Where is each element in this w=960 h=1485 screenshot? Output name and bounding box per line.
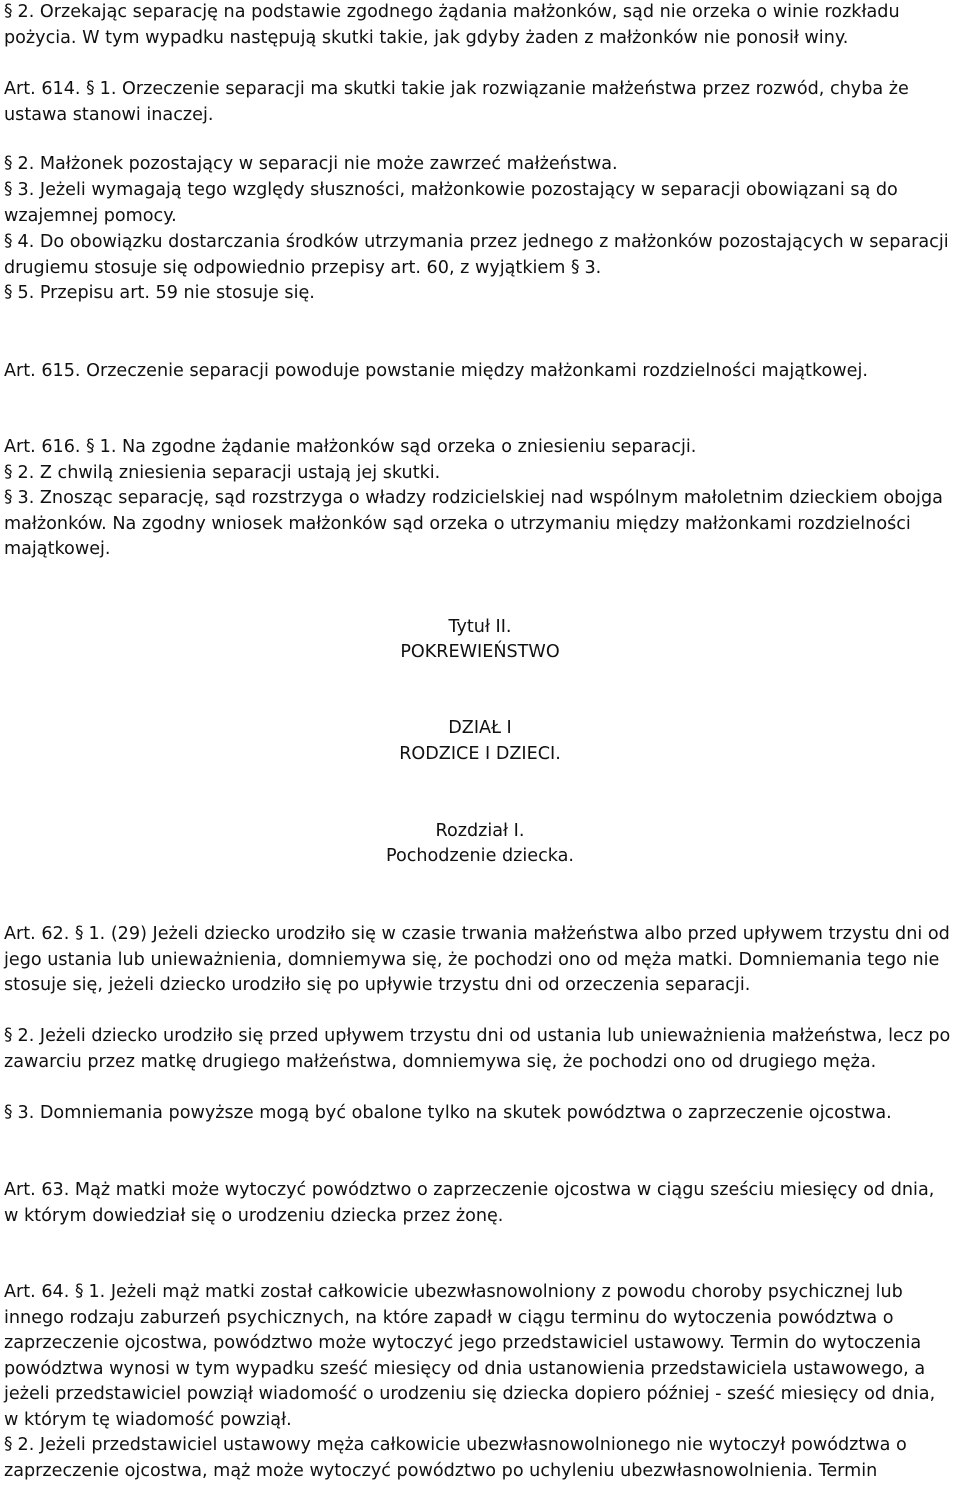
paragraph-text <box>4 178 954 229</box>
paragraph-block <box>4 1024 954 1075</box>
paragraph-block <box>4 0 954 51</box>
text-run: 1. (29) Jeżeli dziecko urodziło się w czasie trwania małżeństwa albo przed upływem trzystu dni od jego ustania lub unieważnienia, domniemywa się, że pochodzi ono od męża matki. Domniemania tego nie stosuje się, jeżeli dziecko urodziło się po upływie trzystu dni od orzeczenia separacji. <box>4 924 956 995</box>
section-sign-icon: § <box>570 256 580 277</box>
text-run: 1. Orzeczenie separacji ma skutki takie jak rozwiązanie małżeństwa przez rozwód, chyba że ustawa stanowi inaczej. <box>4 79 915 125</box>
heading-block <box>0 716 960 742</box>
heading-block <box>0 742 960 768</box>
heading-text <box>0 742 960 768</box>
text-run: POKREWIEŃSTWO <box>400 642 560 662</box>
paragraph-text <box>4 1433 954 1484</box>
heading-block <box>0 819 960 845</box>
paragraph-text <box>4 1178 954 1229</box>
paragraph-block <box>4 486 954 563</box>
paragraph-text <box>4 0 954 51</box>
text-run: Art. 614. <box>4 79 87 99</box>
text-run: Art. 615. Orzeczenie separacji powoduje powstanie między małżonkami rozdzielności majątkowej. <box>4 361 868 381</box>
heading-block <box>0 844 960 870</box>
section-sign-icon: § <box>74 923 84 943</box>
section-sign-icon: § <box>4 231 13 251</box>
paragraph-block <box>4 359 954 385</box>
section-sign-icon: § <box>86 78 95 98</box>
paragraph-block <box>4 1433 954 1484</box>
text-run: Art. 63. Mąż matki może wytoczyć powództwo o zaprzeczenie ojcostwa w ciągu sześciu miesięcy od dnia, w którym dowiedział się o urodzeniu dziecka przez żonę. <box>4 1180 940 1226</box>
paragraph-text <box>4 461 954 487</box>
heading-text <box>0 615 960 641</box>
paragraph-text <box>4 230 954 281</box>
paragraph-block <box>4 281 954 307</box>
text-run: 1. Jeżeli mąż matki został całkowicie ubezwłasnowolniony z powodu choroby psychicznej lub innego rodzaju zaburzeń psychicznych, na które zapadł w ciągu terminu do wytoczenia powództwa o zaprzeczenie ojcostwa, powództwo może wytoczyć jego przedstawiciel ustawowy. Termin do wytoczenia powództwa wynosi w tym wypadku sześć miesięcy od dnia ustanowienia przedstawiciela ustawowego, a jeżeli przedstawiciel powziął wiadomość o urodzeniu się dziecka dopiero później - sześć miesięcy od dnia, w którym tę wiadomość powziął. <box>4 1282 941 1430</box>
heading-block <box>0 640 960 666</box>
section-sign-icon: § <box>4 487 13 507</box>
section-sign-icon: § <box>4 179 13 199</box>
paragraph-block <box>4 77 954 128</box>
text-run: 1. Na zgodne żądanie małżonków sąd orzeka o zniesieniu separacji. <box>99 437 697 457</box>
section-sign-icon: § <box>4 282 13 302</box>
section-sign-icon: § <box>4 153 13 173</box>
text-run: DZIAŁ I <box>448 718 512 738</box>
text-run: 2. Jeżeli przedstawiciel ustawowy męża całkowicie ubezwłasnowolnionego nie wytoczył powództwa o zaprzeczenie ojcostwa, mąż może wytoczyć powództwo po uchyleniu ubezwłasnowolnienia. Termin <box>4 1435 913 1481</box>
paragraph-block <box>4 1101 954 1127</box>
paragraph-text <box>4 1101 954 1127</box>
text-run: Art. 64. <box>4 1282 75 1302</box>
paragraph-block <box>4 922 954 999</box>
text-run: 2. Z chwilą zniesienia separacji ustają jej skutki. <box>17 463 441 483</box>
paragraph-block <box>4 1178 954 1229</box>
heading-block <box>0 615 960 641</box>
section-sign-icon: § <box>86 436 95 456</box>
paragraph-text <box>4 281 954 307</box>
text-run: 3. Jeżeli wymagają tego względy słuszności, małżonkowie pozostający w separacji obowiązani są do wzajemnej pomocy. <box>4 180 904 226</box>
paragraph-text <box>4 77 954 128</box>
text-run: Pochodzenie dziecka. <box>385 846 575 866</box>
heading-text <box>0 640 960 666</box>
paragraph-block <box>4 461 954 487</box>
paragraph-block <box>4 230 954 281</box>
text-run: Art. 62. <box>4 924 75 944</box>
text-run: Rozdział I. <box>435 821 525 841</box>
text-run: 5. Przepisu art. 59 nie stosuje się. <box>17 283 315 303</box>
heading-text <box>0 716 960 742</box>
section-sign-icon: § <box>4 1102 13 1122</box>
section-sign-icon: § <box>4 1 13 21</box>
section-sign-icon: § <box>4 462 13 482</box>
section-sign-icon: § <box>74 1281 84 1301</box>
text-run: 2. Jeżeli dziecko urodziło się przed upływem trzystu dni od ustania lub unieważnienia małżeństwa, lecz po zawarciu przez matkę drugiego małżeństwa, domniemywa się, że pochodzi ono od drugiego męża. <box>4 1026 956 1072</box>
paragraph-block <box>4 178 954 229</box>
text-run: 2. Orzekając separację na podstawie zgodnego żądania małżonków, sąd nie orzeka o winie rozkładu pożycia. W tym wypadku następują skutki takie, jak gdyby żaden z małżonków nie ponosił winy. <box>4 2 906 48</box>
paragraph-text <box>4 1280 954 1433</box>
text-run: 3. Domniemania powyższe mogą być obalone tylko na skutek powództwa o zaprzeczenie ojcostwa. <box>17 1103 892 1123</box>
heading-text <box>0 844 960 870</box>
text-run: 3. <box>584 257 602 278</box>
text-run: Tytuł II. <box>448 617 512 637</box>
paragraph-text <box>4 152 954 178</box>
paragraph-text <box>4 922 954 999</box>
heading-text <box>0 819 960 845</box>
paragraph-block <box>4 435 954 461</box>
text-run: RODZICE I DZIECI. <box>399 744 561 764</box>
text-run: 2. Małżonek pozostający w separacji nie może zawrzeć małżeństwa. <box>17 154 618 174</box>
paragraph-text <box>4 435 954 461</box>
text-run: 3. Znosząc separację, sąd rozstrzyga o władzy rodzicielskiej nad wspólnym małoletnim dzieckiem obojga małżonków. Na zgodny wniosek małżonków sąd orzeka o utrzymaniu między małżonkami rozdzielności majątkowej. <box>4 488 949 559</box>
text-run: Art. 616. <box>4 437 87 457</box>
section-sign-icon: § <box>4 1025 13 1045</box>
paragraph-text <box>4 359 954 385</box>
text-run: 4. Do obowiązku dostarczania środków utrzymania przez jednego z małżonków pozostających w separacji drugiemu stosuje się odpowiednio przepisy art. 60, z wyjątkiem <box>4 232 955 278</box>
paragraph-block <box>4 1280 954 1433</box>
paragraph-text <box>4 486 954 563</box>
paragraph-text <box>4 1024 954 1075</box>
section-sign-icon: § <box>4 1434 13 1454</box>
paragraph-block <box>4 152 954 178</box>
